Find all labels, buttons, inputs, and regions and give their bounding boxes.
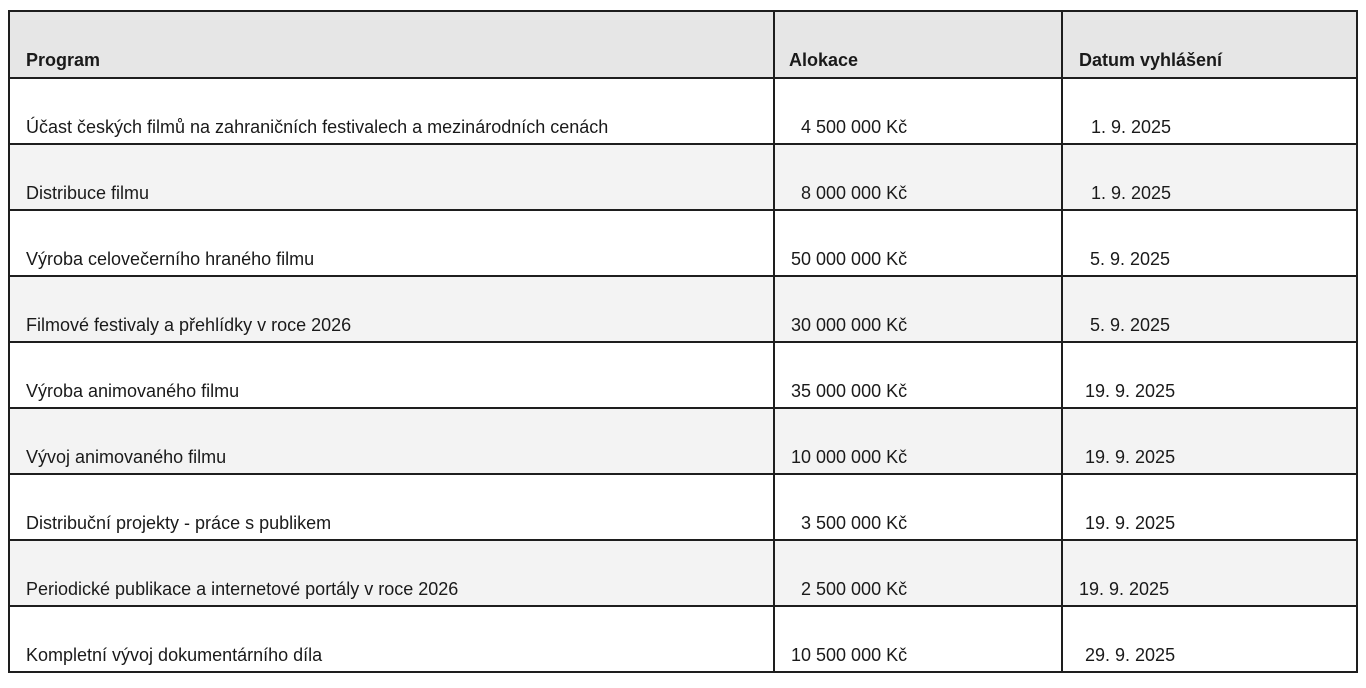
cell-program: Výroba celovečerního hraného filmu: [9, 210, 774, 276]
cell-allocation: 30 000 000 Kč: [774, 276, 1062, 342]
table-header: [9, 11, 1357, 78]
cell-date: 5. 9. 2025: [1062, 276, 1357, 342]
cell-date: 1. 9. 2025: [1062, 144, 1357, 210]
cell-program: Filmové festivaly a přehlídky v roce 2026: [9, 276, 774, 342]
table-row: [9, 144, 1357, 210]
cell-date: 19. 9. 2025: [1062, 474, 1357, 540]
cell-date: 19. 9. 2025: [1062, 540, 1357, 606]
cell-date: 29. 9. 2025: [1062, 606, 1357, 672]
cell-allocation: 35 000 000 Kč: [774, 342, 1062, 408]
cell-program: Distribuční projekty - práce s publikem: [9, 474, 774, 540]
header-allocation: Alokace: [774, 11, 1062, 78]
cell-allocation: 3 500 000 Kč: [774, 474, 1062, 540]
cell-program: Distribuce filmu: [9, 144, 774, 210]
cell-program: Výroba animovaného filmu: [9, 342, 774, 408]
grant-calls-table: [8, 10, 1358, 673]
table-row: [9, 210, 1357, 276]
header-row: [9, 11, 1357, 78]
table-row: [9, 540, 1357, 606]
cell-date: 1. 9. 2025: [1062, 78, 1357, 144]
cell-program: Kompletní vývoj dokumentárního díla: [9, 606, 774, 672]
cell-program: Účast českých filmů na zahraničních festivalech a mezinárodních cenách: [9, 78, 774, 144]
cell-allocation: 2 500 000 Kč: [774, 540, 1062, 606]
table-row: [9, 342, 1357, 408]
table-body: [9, 78, 1357, 672]
cell-date: 19. 9. 2025: [1062, 342, 1357, 408]
cell-allocation: 10 500 000 Kč: [774, 606, 1062, 672]
table-row: [9, 408, 1357, 474]
cell-allocation: 50 000 000 Kč: [774, 210, 1062, 276]
cell-allocation: 10 000 000 Kč: [774, 408, 1062, 474]
cell-date: 5. 9. 2025: [1062, 210, 1357, 276]
cell-date: 19. 9. 2025: [1062, 408, 1357, 474]
grant-calls-sheet: [8, 10, 1356, 676]
cell-program: Vývoj animovaného filmu: [9, 408, 774, 474]
table-row: [9, 474, 1357, 540]
table-row: [9, 78, 1357, 144]
cell-program: Periodické publikace a internetové portály v roce 2026: [9, 540, 774, 606]
cell-allocation: 8 000 000 Kč: [774, 144, 1062, 210]
cell-allocation: 4 500 000 Kč: [774, 78, 1062, 144]
header-date: Datum vyhlášení: [1062, 11, 1357, 78]
table-row: [9, 606, 1357, 672]
header-program: Program: [9, 11, 774, 78]
table-row: [9, 276, 1357, 342]
